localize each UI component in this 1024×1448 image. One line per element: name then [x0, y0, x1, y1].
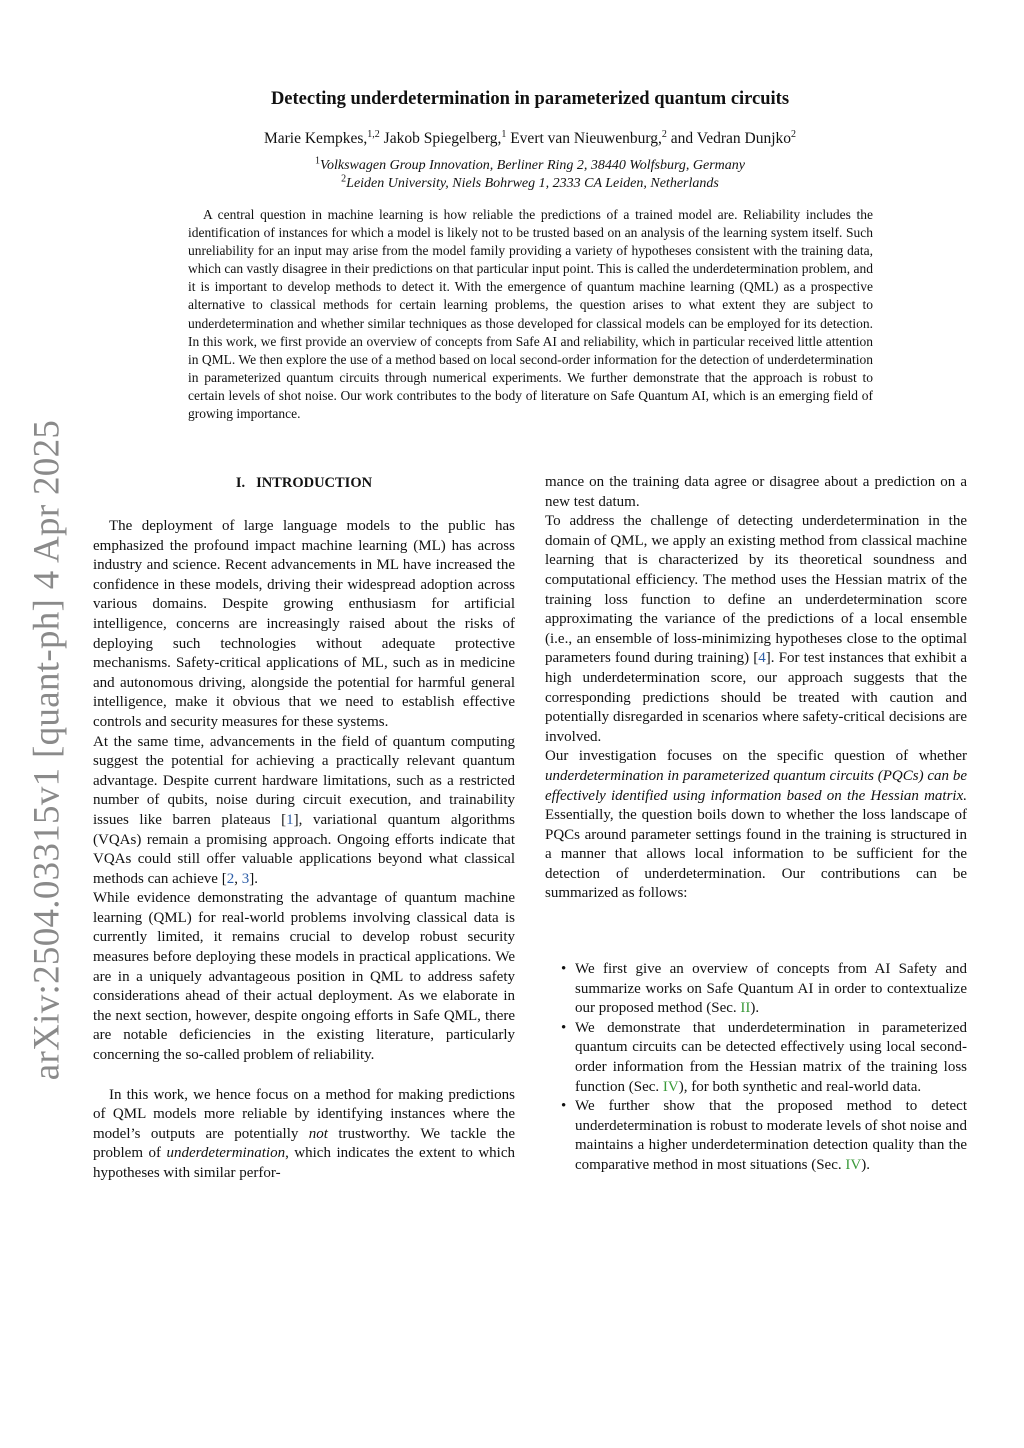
text-run: Our investigation focuses on the specific question of whether [545, 748, 967, 765]
right-column [545, 473, 967, 1176]
text-run: We further show that the proposed method to detect underdetermination is robust to moderate levels of shot noise and maintains a higher underdetermination detection quality than the comparative method in most situations (Sec. [575, 1098, 967, 1173]
paragraph [545, 512, 967, 747]
author-name: Jakob Spiegelberg, [383, 130, 502, 147]
text-run: We demonstrate that underdetermination in parameterized quantum circuits can be detected effectively using local second-order information from the Hessian matrix of the training loss function (Sec. [575, 1019, 967, 1095]
author-affiliation-marker: 2 [791, 128, 796, 140]
affiliation-number: 2 [341, 173, 347, 185]
author-affiliation-marker: 2 [661, 128, 667, 140]
section-heading [93, 473, 515, 493]
emphasis: not [308, 1125, 328, 1142]
paragraph: While evidence demonstrating the advantage of quantum machine learning (QML) for real-world problems involving classical data is currently limited, it remains crucial to develop robust security measures before deploying these models in practical applications. We are in a uniquely advantageous position in QML to address safety considerations ahead of their actual deployment. As we elaborate in the next section, however, despite ongoing efforts in Safe QML, there are notable deficiencies in the existing literature, particularly concerning the so-called problem of reliability. [93, 890, 515, 1064]
affiliation-text: Volkswagen Group Innovation, Berliner Ring 2, 38440 Wolfsburg, Germany [319, 158, 746, 173]
section-reference-link[interactable]: II [740, 1000, 751, 1017]
paragraph [93, 733, 515, 890]
section-reference-link[interactable]: IV [845, 1157, 862, 1173]
affiliation-text: Leiden University, Niels Bohrweg 1, 2333 CA Leiden, Netherlands [346, 176, 719, 191]
paragraph: mance on the training data agree or disagree about a prediction on a new test datum. [545, 474, 967, 510]
emphasis: underdetermination in parameterized quantum circuits (PQCs) can be effectively identified using information based on the Hessian matrix. [545, 767, 967, 804]
list-item [575, 1097, 967, 1175]
affiliation-line [140, 173, 920, 192]
text-run: At the same time, advancements in the field of quantum computing suggest the potential for achieving a practically relevant quantum advantage. Despite current hardware limitations, such as a restricted number of qubits, noise during circuit execution, and trainability issues like barren plateaus [ [93, 733, 515, 828]
text-run: ). [750, 1000, 760, 1017]
author-affiliation-marker: 1,2 [367, 128, 380, 140]
list-item [575, 1019, 967, 1097]
citation-link[interactable]: 3 [241, 870, 250, 887]
text-run: ]. For test instances that exhibit a high underdetermination score, our approach suggests that the corresponding predictions should be treated with caution and potentially disregarded in scenarios where safety-critical decisions are involved. [545, 650, 967, 745]
author-affiliation-marker: 1 [501, 128, 507, 140]
section-number: I. [235, 475, 246, 491]
citation-link[interactable]: 2 [226, 870, 235, 887]
text-run: Essentially, the question boils down to whether the loss landscape of PQCs around parameter settings found in the training is structured in a manner that allows local information to be sufficient for the detection of underdetermination. Our contributions can be summarized as follows: [545, 807, 967, 902]
paragraph [545, 747, 967, 904]
affiliation-line [140, 155, 920, 174]
text-run: trustworthy. We tackle the problem of [93, 1125, 516, 1162]
text-run: To address the challenge of detecting underdetermination in the domain of QML, we apply an existing method from classical machine learning that is characterized by its theoretical soundness and computational efficiency. The method uses the Hessian matrix of the training loss function to define an underdetermination score approximating the variance of the predictions of a local ensemble (i.e., an ensemble of loss-minimizing hypotheses close to the optimal parameters found during training) [ [545, 513, 967, 667]
arxiv-identifier-stamp: arXiv:2504.03315v1 [quant-ph] 4 Apr 2025 [26, 419, 68, 1081]
affiliation-number: 1 [314, 155, 320, 167]
text-run: , which indicates the extent to which hypotheses with similar perfor- [93, 1145, 516, 1181]
author-name: and Vedran Dunjko [670, 130, 791, 147]
paper-title: Detecting underdetermination in parameterized quantum circuits [270, 89, 790, 109]
list-item [575, 960, 967, 1019]
abstract: A central question in machine learning is how reliable the predictions of a trained model are. Reliability includes the identification of instances for which a model is likely not to be trusted based on an analysis of the learning system itself. Such unreliability for an input may arise from the model family providing a variety of hypotheses consistent with the training data, which can vastly disagree in their predictions on that particular input point. This is called the underdetermination problem, and it is important to develop methods to detect it. With the emergence of quantum machine learning (QML) as a prospective alternative to classical methods for certain learning problems, the question arises to what extent they are subject to underdetermination and whether similar techniques as those developed for classical models can be employed for its detection. In this work, we first provide an overview of concepts from Safe AI and reliability, which in particular received little attention in QML. We then explore the use of a method based on local second-order information for the detection of underdetermination in parameterized quantum circuits through numerical experiments. We further demonstrate that the approach is robust to certain levels of shot noise. Our work contributes to the body of literature on Safe Quantum AI, which is an emerging field of growing importance. [188, 207, 873, 422]
text-run: We first give an overview of concepts from AI Safety and summarize works on Safe Quantum AI in order to contextualize our proposed method (Sec. [575, 961, 967, 1017]
paragraph [93, 1086, 515, 1184]
citation-link[interactable]: 4 [758, 650, 766, 667]
paragraph: The deployment of large language models to the public has emphasized the profound impact machine learning (ML) has across industry and science. Recent advancements in ML have increased the confidence in these models, driving their widespread adoption across various domains. Despite growing enthusiasm for artificial intelligence, concerns are increasingly raised about the risks of deploying such technologies without adequate protective mechanisms. Safety-critical applications of ML, such as in medicine and autonomous driving, alongside the potential for harmful general intelligence, make it obvious that we need to establish effective controls and security measures for these systems. [93, 518, 515, 730]
text-run: ], variational quantum algorithms (VQAs) remain a promising approach. Ongoing efforts indicate that VQAs could still offer valuable applications beyond what classical methods can achieve [ [93, 811, 515, 887]
section-title-text: INTRODUCTION [256, 475, 373, 491]
author-list [140, 130, 920, 148]
text-run: In this work, we hence focus on a method for making predictions of QML models more reliable by identifying instances where the model’s outputs are potentially [93, 1086, 515, 1142]
contributions-list [545, 960, 967, 1176]
emphasis: underdetermination [166, 1145, 286, 1162]
section-reference-link[interactable]: IV [662, 1078, 679, 1095]
author-name: Marie Kempkes, [263, 130, 368, 147]
text-run: ]. [249, 870, 258, 887]
text-run: ). [861, 1157, 870, 1173]
left-column [93, 473, 515, 1184]
author-name: Evert van Nieuwenburg, [510, 130, 662, 147]
text-run: , [234, 870, 242, 887]
text-run: ), for both synthetic and real-world data. [678, 1078, 922, 1095]
citation-link[interactable]: 1 [286, 811, 294, 828]
